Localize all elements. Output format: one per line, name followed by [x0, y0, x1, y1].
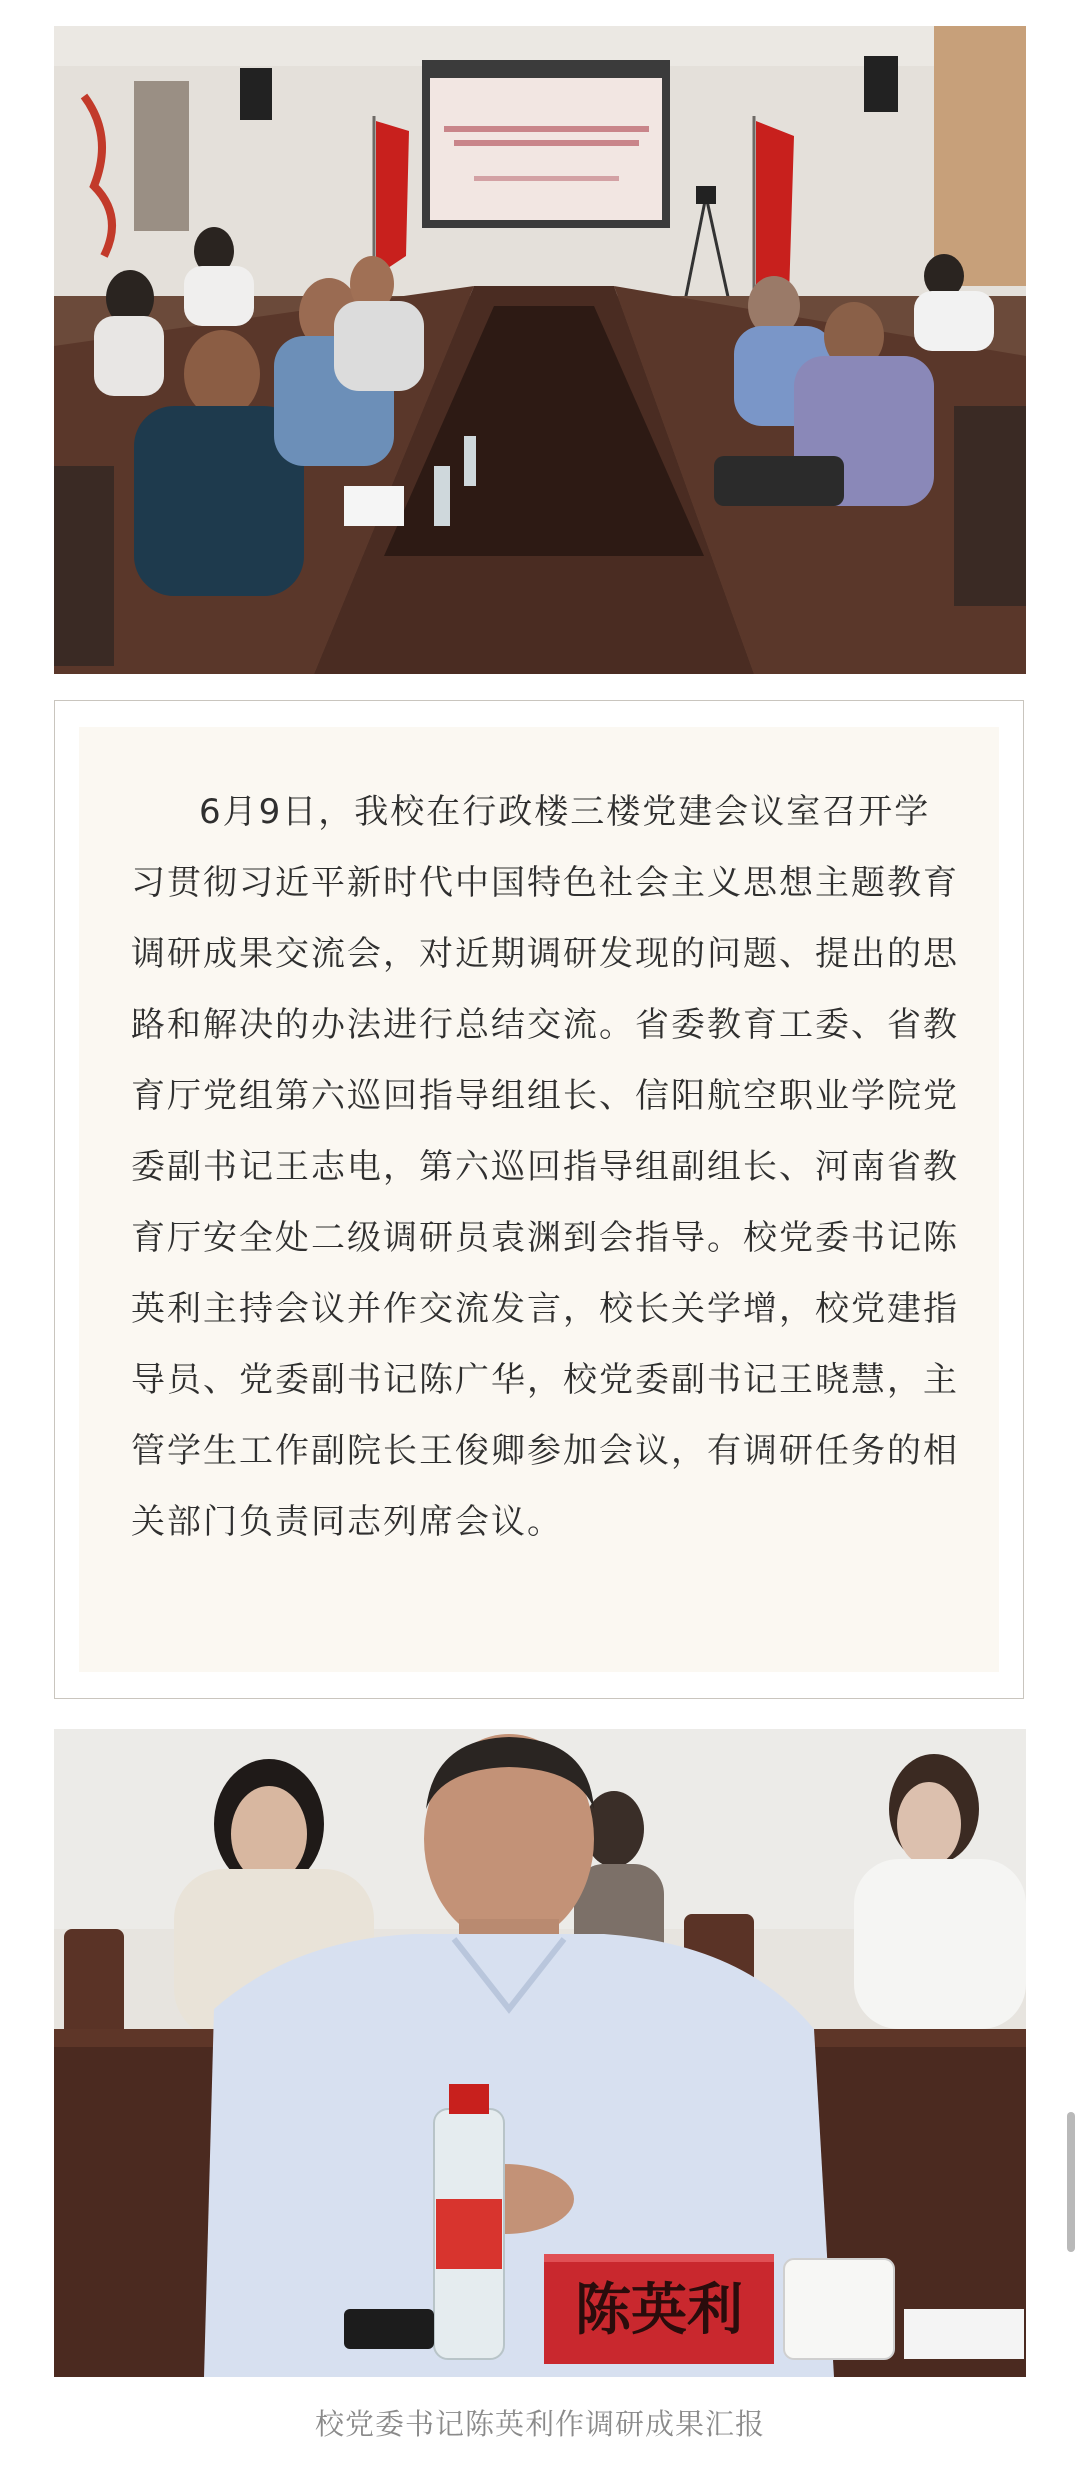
speaker-image [54, 1729, 1026, 2377]
meeting-room-image [54, 26, 1026, 674]
speaker-photo [54, 1729, 1026, 2377]
meeting-room-photo [54, 26, 1026, 674]
article-paragraph: 6月9日，我校在行政楼三楼党建会议室召开学习贯彻习近平新时代中国特色社会主义思想主题教育调研成果交流会，对近期调研发现的问题、提出的思路和解决的办法进行总结交流。省委教育工委、省教育厅党组第六巡回指导组组长、信阳航空职业学院党委副书记王志电，第六巡回指导组副组长、河南省教育厅安全处二级调研员袁渊到会指导。校党委书记陈英利主持会议并作交流发言，校长关学增，校党建指导员、党委副书记陈广华，校党委副书记王晓慧，主管学生工作副院长王俊卿参加会议，有调研任务的相关部门负责同志列席会议。 [131, 792, 959, 1542]
nameplate-text: 陈英利 [575, 2277, 743, 2343]
scrollbar[interactable] [1067, 2112, 1075, 2252]
photo-caption: 校党委书记陈英利作调研成果汇报 [314, 2407, 765, 2441]
article-card [54, 700, 1024, 1699]
